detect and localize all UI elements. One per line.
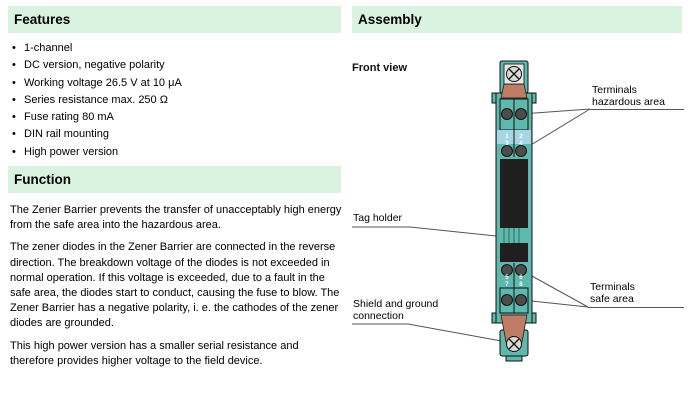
function-title: Function (14, 172, 71, 187)
svg-text:8: 8 (519, 281, 523, 288)
feature-item: • Working voltage 26.5 V at 10 μA (10, 75, 340, 92)
function-paragraph: This high power version has a smaller serial resistance and therefore provides higher voltage to the field device. (10, 339, 299, 367)
feature-item: • 1-channel (10, 40, 340, 57)
feature-item: • High power version (10, 144, 340, 161)
bottom-tip (506, 356, 522, 361)
svg-text:2: 2 (519, 133, 523, 140)
shield-ground-label: Shield and ground connection (353, 298, 439, 322)
terminals-safe-label: Terminals safe area (590, 281, 635, 305)
terminal-circle (502, 295, 513, 306)
tag-holder-area (500, 228, 528, 243)
terminal-circle (516, 295, 527, 306)
terminal-circle (516, 109, 527, 120)
svg-text:5: 5 (505, 274, 509, 281)
svg-text:7: 7 (505, 281, 509, 288)
svg-text:6: 6 (519, 274, 523, 281)
function-paragraph: The Zener Barrier prevents the transfer of unacceptably high energy from the safe area into the hazardous area. (10, 204, 342, 232)
feature-item: • Fuse rating 80 mA (10, 109, 340, 126)
label-area-upper (500, 159, 528, 228)
assembly-title: Assembly (358, 12, 422, 27)
front-view-label: Front view (352, 62, 408, 74)
function-paragraph: The zener diodes in the Zener Barrier are connected in the reverse direction. The breakdown voltage of the diodes is not exceeded in normal operation. If this voltage is exceeded, due to a fault in the safe area, the diodes start to conduct, causing the fuse to blow. The Zener Barrier has a negative polarity, i. e. the cathodes of the zener diodes are grounded. (10, 241, 340, 330)
terminal-circle (502, 109, 513, 120)
device-body (492, 61, 536, 361)
tag-holder-label: Tag holder (353, 212, 403, 224)
feature-item: • DC version, negative polarity (10, 57, 340, 74)
terminals-hazardous-label: Terminals hazardous area (592, 84, 665, 108)
terminals-hazardous-block (497, 99, 531, 157)
svg-text:1: 1 (505, 133, 509, 140)
label-area-lower (500, 243, 528, 262)
top-connector-brown (501, 84, 527, 98)
features-title: Features (14, 12, 71, 27)
terminal-circle (516, 146, 527, 157)
svg-text:4: 4 (519, 140, 523, 147)
terminal-circle (502, 146, 513, 157)
feature-item: • Series resistance max. 250 Ω (10, 92, 340, 109)
terminals-safe-block (500, 263, 528, 313)
svg-text:3: 3 (505, 140, 509, 147)
feature-item: • DIN rail mounting (10, 126, 340, 143)
